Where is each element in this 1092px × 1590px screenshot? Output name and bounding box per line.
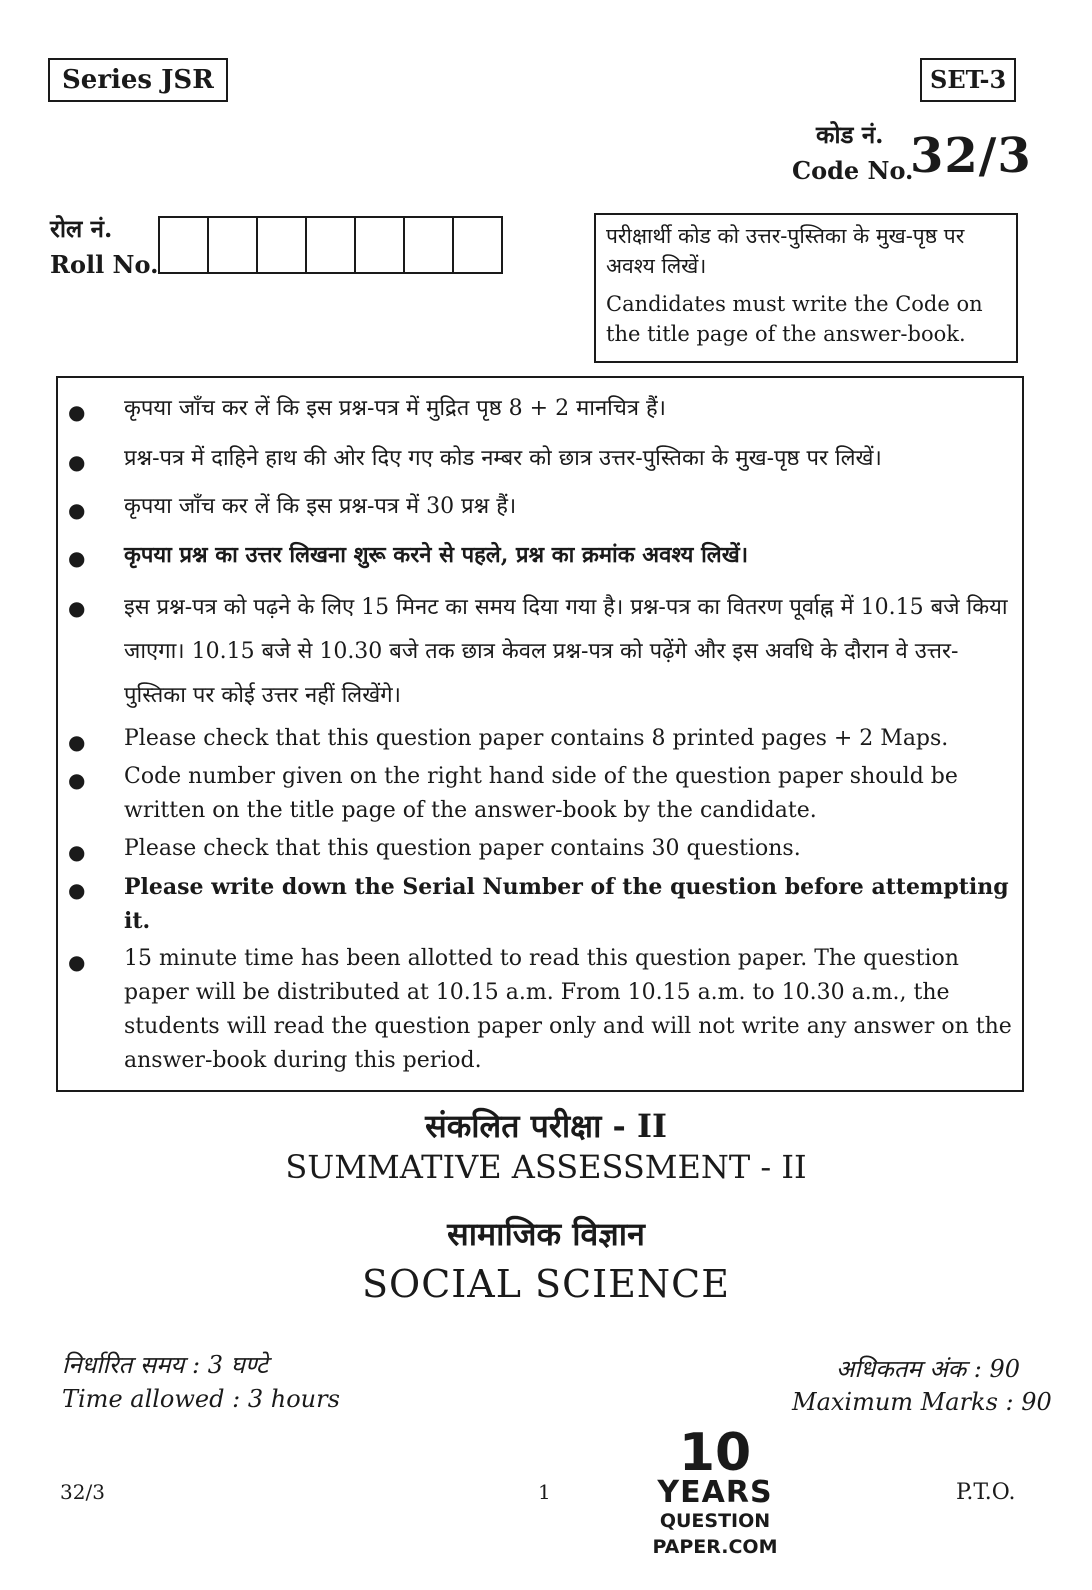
code-note-english: Candidates must write the Code on the title page of the answer-book.	[606, 292, 983, 346]
maximum-marks-english: Maximum Marks : 90	[792, 1388, 1052, 1416]
roll-label-english: Roll No.	[50, 250, 159, 279]
bullet-icon: ●	[68, 768, 86, 792]
exam-title-english: SUMMATIVE ASSESSMENT - II	[285, 1148, 807, 1186]
maximum-marks-hindi: अधिकतम अंक : 90	[836, 1355, 1021, 1383]
bullet-icon: ●	[68, 840, 86, 864]
page-number: 1	[538, 1480, 551, 1504]
logo-site: QUESTION PAPER.COM	[652, 1510, 778, 1558]
roll-digit-box	[209, 218, 258, 272]
roll-digit-box	[160, 218, 209, 272]
subject-title-english: SOCIAL SCIENCE	[362, 1262, 730, 1306]
instruction-item: प्रश्न-पत्र में दाहिने हाथ की ओर दिए गए कोड नम्बर को छात्र उत्तर-पुस्तिका के मुख-पृष्ठ पर लिखें।	[124, 446, 882, 471]
instruction-item: Please write down the Serial Number of the question before attempting it.	[124, 874, 1009, 934]
instructions-box	[56, 376, 1024, 1092]
roll-number-boxes	[158, 216, 503, 274]
roll-digit-box	[405, 218, 454, 272]
subject-title-hindi: सामाजिक विज्ञान	[447, 1215, 645, 1253]
code-label-english: Code No.	[792, 156, 914, 185]
roll-digit-box	[258, 218, 307, 272]
logo-years: YEARS	[657, 1475, 773, 1510]
instruction-item: 15 minute time has been allotted to read this question paper. The question paper will be distributed at 10.15 a.m. From 10.15 a.m. to 10.30 a.m., the students will read the question paper only and will not write any answer on the answer-book during this period.	[124, 946, 1012, 1073]
code-number: 32/3	[910, 128, 1032, 184]
bullet-icon: ●	[68, 400, 86, 424]
instruction-item: कृपया जाँच कर लें कि इस प्रश्न-पत्र में 30 प्रश्न हैं।	[124, 494, 517, 519]
instruction-item: Please check that this question paper contains 8 printed pages + 2 Maps.	[124, 726, 949, 751]
roll-digit-box	[307, 218, 356, 272]
bullet-icon: ●	[68, 450, 86, 474]
instruction-item: Please check that this question paper contains 30 questions.	[124, 836, 801, 861]
series-label: Series JSR	[48, 58, 228, 102]
pto-label: P.T.O.	[956, 1480, 1016, 1505]
roll-digit-box	[356, 218, 405, 272]
exam-title-hindi: संकलित परीक्षा - II	[425, 1107, 667, 1145]
time-allowed-hindi: निर्धारित समय : 3 घण्टे	[62, 1351, 269, 1379]
footer-code: 32/3	[60, 1480, 105, 1504]
set-label: SET-3	[920, 58, 1016, 102]
site-logo	[600, 1423, 830, 1560]
bullet-icon: ●	[68, 730, 86, 754]
logo-number: 10	[678, 1423, 752, 1483]
code-instruction-box	[594, 213, 1018, 363]
roll-digit-box	[454, 218, 503, 272]
bullet-icon: ●	[68, 498, 86, 522]
code-note-hindi: परीक्षार्थी कोड को उत्तर-पुस्तिका के मुख-पृष्ठ पर अवश्य लिखें।	[606, 224, 965, 278]
instruction-item: कृपया प्रश्न का उत्तर लिखना शुरू करने से पहले, प्रश्न का क्रमांक अवश्य लिखें।	[124, 542, 749, 568]
instruction-item: कृपया जाँच कर लें कि इस प्रश्न-पत्र में मुद्रित पृष्ठ 8 + 2 मानचित्र हैं।	[124, 396, 666, 421]
code-label-hindi: कोड नं.	[816, 120, 884, 149]
instruction-item: इस प्रश्न-पत्र को पढ़ने के लिए 15 मिनट का समय दिया गया है। प्रश्न-पत्र का वितरण पूर्वाह्न में 10.15 बजे किया जाएगा। 10.15 बजे से 10.30 बजे तक छात्र केवल प्रश्न-पत्र को पढ़ेंगे और इस अवधि के दौरान वे उत्तर-पुस्तिका पर कोई उत्तर नहीं लिखेंगे।	[124, 595, 1008, 708]
bullet-icon: ●	[68, 546, 86, 570]
roll-label-hindi: रोल नं.	[50, 214, 113, 243]
bullet-icon: ●	[68, 878, 86, 902]
bullet-icon: ●	[68, 950, 86, 974]
bullet-icon: ●	[68, 596, 86, 620]
instruction-item: Code number given on the right hand side of the question paper should be written on the title page of the answer-book by the candidate.	[124, 764, 958, 823]
time-allowed-english: Time allowed : 3 hours	[62, 1385, 340, 1413]
